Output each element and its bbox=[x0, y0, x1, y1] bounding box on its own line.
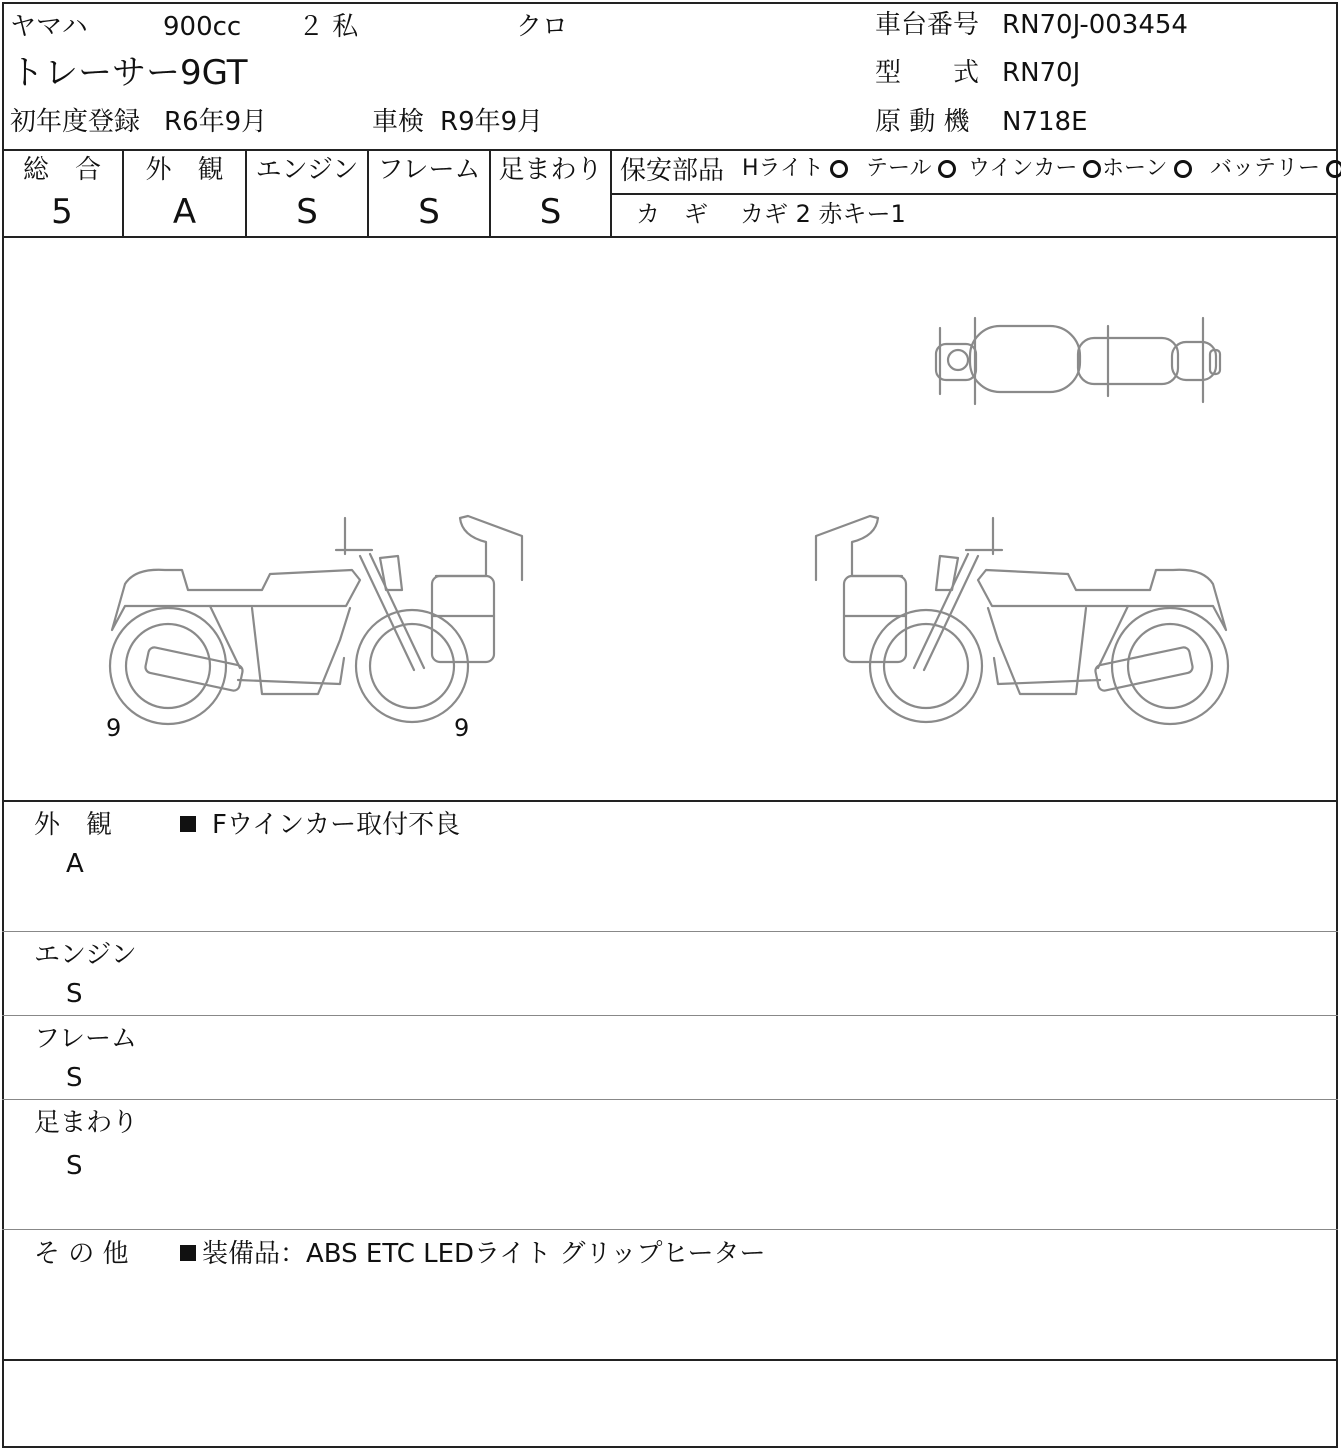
remarks-divider bbox=[2, 931, 1338, 932]
remark-frame-grade: S bbox=[66, 1063, 83, 1093]
ok-circle-icon bbox=[1083, 160, 1101, 178]
inspection-label: 車検 bbox=[372, 107, 425, 137]
remark-frame-title: フレーム bbox=[34, 1024, 137, 1054]
ok-circle-icon bbox=[938, 160, 956, 178]
grade-exterior-label: 外 観 bbox=[145, 155, 224, 185]
remark-exterior-note bbox=[180, 812, 460, 838]
color: クロ bbox=[516, 12, 569, 42]
security-item-battery bbox=[1210, 158, 1341, 180]
type-label: 型 式 bbox=[875, 58, 980, 88]
remark-other-note bbox=[180, 1241, 765, 1267]
inspection-value: R9年9月 bbox=[440, 107, 544, 137]
security-item-tail bbox=[866, 158, 956, 180]
model-name: トレーサー9GT bbox=[10, 53, 248, 93]
bullet-square-icon bbox=[180, 816, 196, 832]
remark-suspension-grade: S bbox=[66, 1151, 83, 1181]
security-item-headlight bbox=[742, 158, 848, 180]
grade-overall-label: 総 合 bbox=[22, 155, 101, 185]
security-parts-label: 保安部品 bbox=[620, 156, 725, 186]
remarks-divider bbox=[2, 1015, 1338, 1016]
security-item-name: バッテリー bbox=[1210, 156, 1321, 181]
remark-engine-grade: S bbox=[66, 979, 83, 1009]
ok-circle-icon bbox=[1326, 160, 1341, 178]
grade-col-divider bbox=[610, 149, 612, 237]
grade-table-top-border bbox=[2, 149, 1338, 151]
rear-tire-mark: 9 bbox=[454, 714, 470, 742]
motorcycle-top-view bbox=[936, 318, 1220, 404]
grade-suspension-value: S bbox=[539, 192, 562, 232]
maker: ヤマハ bbox=[10, 12, 88, 42]
remarks-divider bbox=[2, 1099, 1338, 1100]
grade-engine-label: エンジン bbox=[255, 155, 359, 185]
engine-label: 原 動 機 bbox=[875, 107, 970, 137]
first-registration-label: 初年度登録 bbox=[10, 107, 141, 137]
security-item-winker bbox=[968, 158, 1101, 180]
remarks-top-border bbox=[2, 800, 1338, 802]
remark-suspension-title: 足まわり bbox=[34, 1108, 139, 1138]
motorcycle-right-view bbox=[816, 516, 1228, 724]
security-row-divider bbox=[611, 193, 1338, 195]
grade-engine-value: S bbox=[296, 192, 318, 232]
grade-overall-value: 5 bbox=[51, 192, 73, 232]
remark-other-note-text: 装備品：ABS ETC LEDライト グリップヒーター bbox=[202, 1239, 766, 1269]
remark-exterior-title: 外 観 bbox=[34, 810, 113, 840]
security-item-horn bbox=[1102, 158, 1192, 180]
grade-frame-value: S bbox=[418, 192, 440, 232]
ok-circle-icon bbox=[1174, 160, 1192, 178]
security-item-name: ウインカー bbox=[968, 156, 1078, 181]
first-registration-value: R6年9月 bbox=[164, 107, 268, 137]
bullet-square-icon bbox=[180, 1245, 196, 1261]
grade-suspension-label: 足まわり bbox=[498, 155, 603, 185]
displacement: 900cc bbox=[163, 12, 242, 42]
motorcycle-diagram bbox=[0, 238, 1341, 800]
remark-other-title: そ の 他 bbox=[34, 1239, 129, 1269]
remarks-divider bbox=[2, 1229, 1338, 1230]
front-tire-mark: 9 bbox=[106, 714, 122, 742]
chassis-value: RN70J-003454 bbox=[1002, 10, 1188, 40]
chassis-label: 車台番号 bbox=[875, 10, 980, 40]
security-item-name: Hライト bbox=[742, 156, 824, 181]
remark-engine-title: エンジン bbox=[34, 940, 137, 970]
motorcycle-left-view bbox=[110, 516, 522, 724]
remarks-bottom-border bbox=[2, 1359, 1338, 1361]
type-value: RN70J bbox=[1002, 58, 1081, 88]
key-label: カ ギ bbox=[636, 200, 708, 228]
ok-circle-icon bbox=[830, 160, 848, 178]
security-item-name: ホーン bbox=[1102, 156, 1168, 181]
remark-exterior-note-text: Fウインカー取付不良 bbox=[212, 810, 461, 840]
key-value: カギ 2 赤キー1 bbox=[740, 200, 906, 228]
engine-value: N718E bbox=[1002, 107, 1088, 137]
grade-exterior-value: A bbox=[172, 192, 197, 232]
remark-exterior-grade: A bbox=[66, 849, 84, 879]
grade-frame-label: フレーム bbox=[377, 155, 481, 185]
color-code: ２ 私 bbox=[298, 12, 359, 42]
security-item-name: テール bbox=[866, 156, 932, 181]
